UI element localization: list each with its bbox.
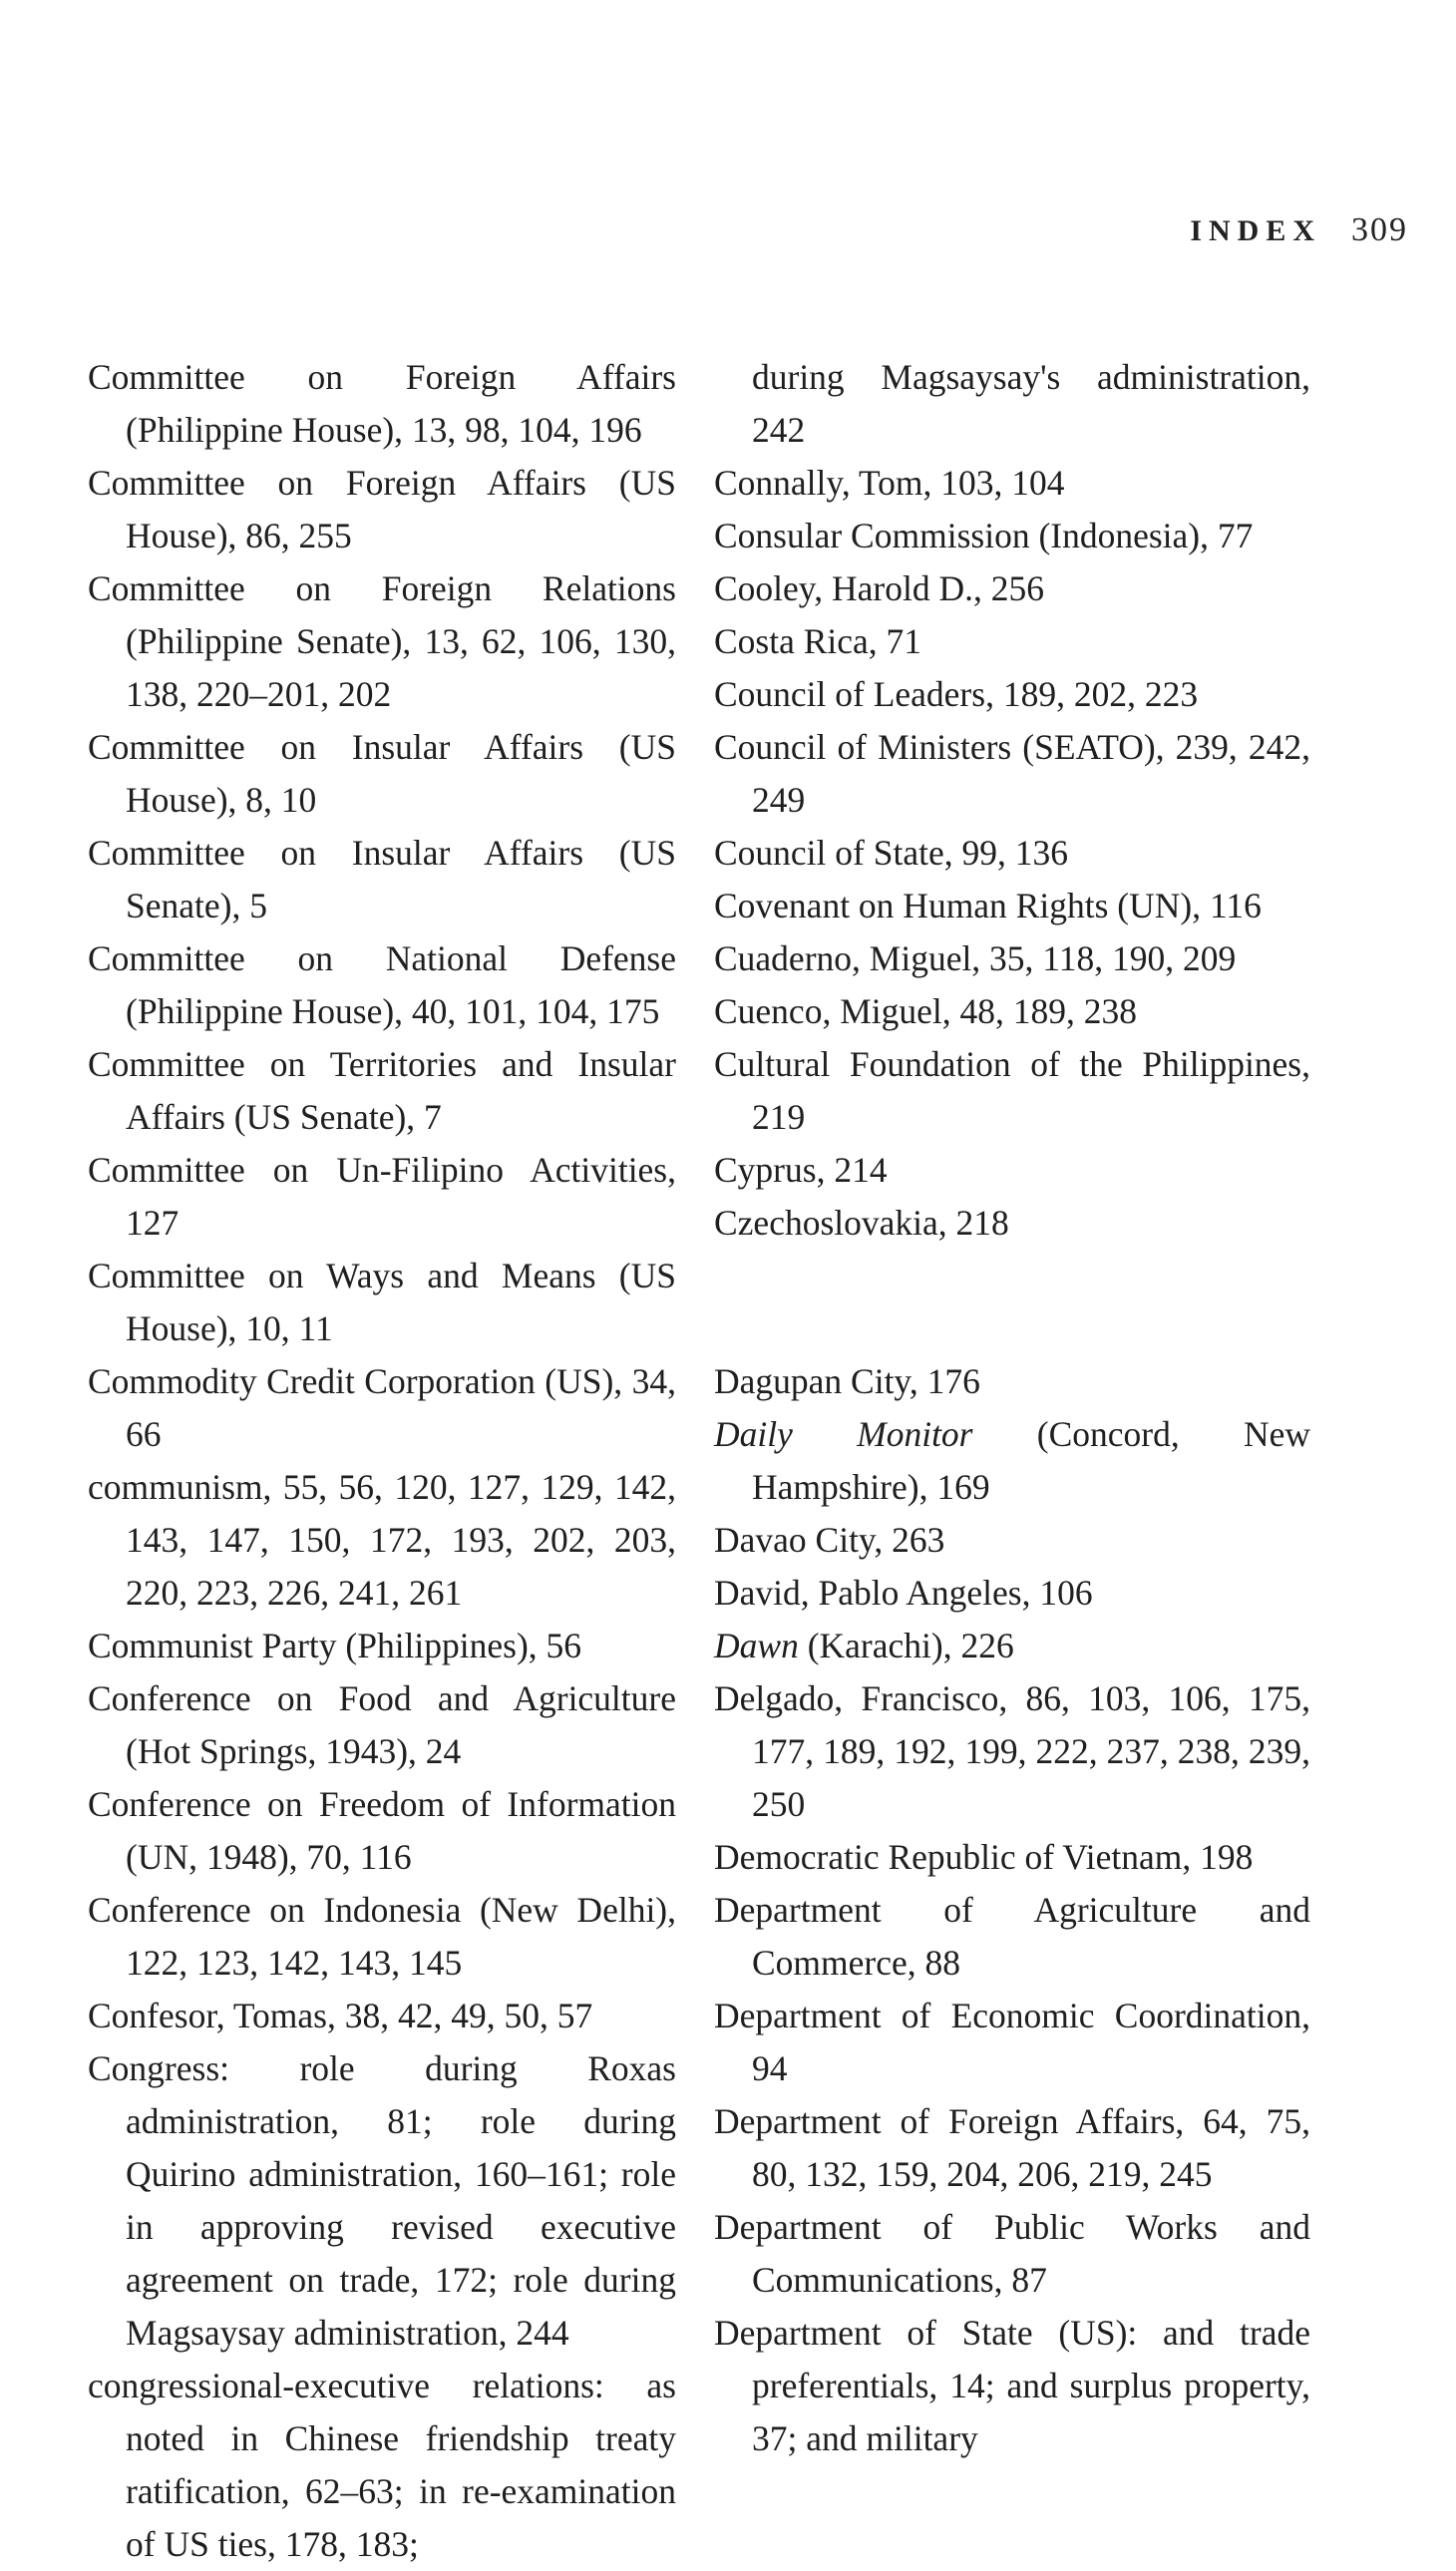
entry-text: (Karachi), 226 xyxy=(798,1626,1014,1665)
index-entry: Committee on Insular Affairs (US House), 8, 10 xyxy=(88,727,676,820)
index-entry: Committee on Un-Filipino Activities, 127 xyxy=(88,1150,676,1243)
index-entry: Delgado, Francisco, 86, 103, 106, 175, 177, 189, 192, 199, 222, 237, 238, 239, 250 xyxy=(714,1678,1310,1824)
periodical-title: Daily Monitor xyxy=(714,1414,973,1454)
index-entry: Congress: role during Roxas administration, 81; role during Quirino administration, 160–161; role in approving revised executive agreement on trade, 172; role during Magsaysay administration, 244 xyxy=(88,2048,676,2353)
index-entry: Council of State, 99, 136 xyxy=(714,833,1068,873)
index-entry: Department of Agriculture and Commerce, 88 xyxy=(714,1890,1310,1983)
index-entry: Confesor, Tomas, 38, 42, 49, 50, 57 xyxy=(88,1996,593,2035)
index-column-left xyxy=(88,351,676,2571)
index-entry: Cultural Foundation of the Philippines, 219 xyxy=(714,1044,1310,1137)
index-entry: congressional-executive relations: as noted in Chinese friendship treaty ratification, 62–63; in re-examination of US ties, 178, 183; xyxy=(88,2366,676,2564)
periodical-title: Dawn xyxy=(714,1626,799,1665)
index-entry: Cuenco, Miguel, 48, 189, 238 xyxy=(714,991,1137,1031)
index-entry: Conference on Freedom of Information (UN, 1948), 70, 116 xyxy=(88,1784,676,1877)
index-entry: Costa Rica, 71 xyxy=(714,621,922,661)
index-entry: Connally, Tom, 103, 104 xyxy=(714,463,1065,503)
index-entry-continuation: during Magsaysay's administration, 242 xyxy=(752,357,1310,450)
index-entry: Communist Party (Philippines), 56 xyxy=(88,1626,582,1665)
index-entry: Covenant on Human Rights (UN), 116 xyxy=(714,886,1262,925)
index-entry: Department of State (US): and trade preferentials, 14; and surplus property, 37; and military xyxy=(714,2313,1310,2458)
index-entry: David, Pablo Angeles, 106 xyxy=(714,1573,1093,1613)
index-entry: Committee on Ways and Means (US House), 10, 11 xyxy=(88,1256,676,1348)
index-entry xyxy=(714,1408,1310,1514)
entry-text: (Concord, New Hampshire), 169 xyxy=(752,1414,1311,1507)
index-entry xyxy=(714,1620,1310,1672)
index-entry: Davao City, 263 xyxy=(714,1520,945,1560)
index-column-right xyxy=(714,351,1310,2465)
index-entry: Department of Public Works and Communications, 87 xyxy=(714,2207,1310,2300)
index-entry: Committee on Insular Affairs (US Senate), 5 xyxy=(88,833,676,925)
index-entry: Cuaderno, Miguel, 35, 118, 190, 209 xyxy=(714,938,1237,978)
index-entry: Conference on Food and Agriculture (Hot Springs, 1943), 24 xyxy=(88,1678,676,1771)
letter-section-gap xyxy=(714,1250,1310,1355)
index-entry: Conference on Indonesia (New Delhi), 122, 123, 142, 143, 145 xyxy=(88,1890,676,1983)
index-entry: Democratic Republic of Vietnam, 198 xyxy=(714,1837,1254,1877)
index-entry: Committee on National Defense (Philippine House), 40, 101, 104, 175 xyxy=(88,938,676,1031)
running-head xyxy=(1190,211,1408,249)
index-entry: Committee on Foreign Affairs (US House), 86, 255 xyxy=(88,463,676,555)
index-entry: Dagupan City, 176 xyxy=(714,1361,980,1401)
index-entry: Department of Economic Coordination, 94 xyxy=(714,1996,1310,2088)
index-entry: Cyprus, 214 xyxy=(714,1150,888,1190)
index-entry: Consular Commission (Indonesia), 77 xyxy=(714,516,1254,555)
index-entry: Committee on Territories and Insular Affairs (US Senate), 7 xyxy=(88,1044,676,1137)
running-head-label: INDEX xyxy=(1190,214,1321,247)
index-entry: Council of Leaders, 189, 202, 223 xyxy=(714,674,1199,714)
index-entry: Cooley, Harold D., 256 xyxy=(714,568,1044,608)
index-entry: communism, 55, 56, 120, 127, 129, 142, 143, 147, 150, 172, 193, 202, 203, 220, 223, 226, 241, 261 xyxy=(88,1467,676,1613)
index-entry: Council of Ministers (SEATO), 239, 242, 249 xyxy=(714,727,1310,820)
page-number: 309 xyxy=(1351,211,1408,248)
index-entry: Commodity Credit Corporation (US), 34, 66 xyxy=(88,1361,676,1454)
index-entry: Committee on Foreign Affairs (Philippine House), 13, 98, 104, 196 xyxy=(88,357,676,450)
index-entry: Czechoslovakia, 218 xyxy=(714,1203,1009,1243)
index-entry: Department of Foreign Affairs, 64, 75, 80, 132, 159, 204, 206, 219, 245 xyxy=(714,2101,1310,2194)
index-entry: Committee on Foreign Relations (Philippine Senate), 13, 62, 106, 130, 138, 220–201, 202 xyxy=(88,568,676,714)
